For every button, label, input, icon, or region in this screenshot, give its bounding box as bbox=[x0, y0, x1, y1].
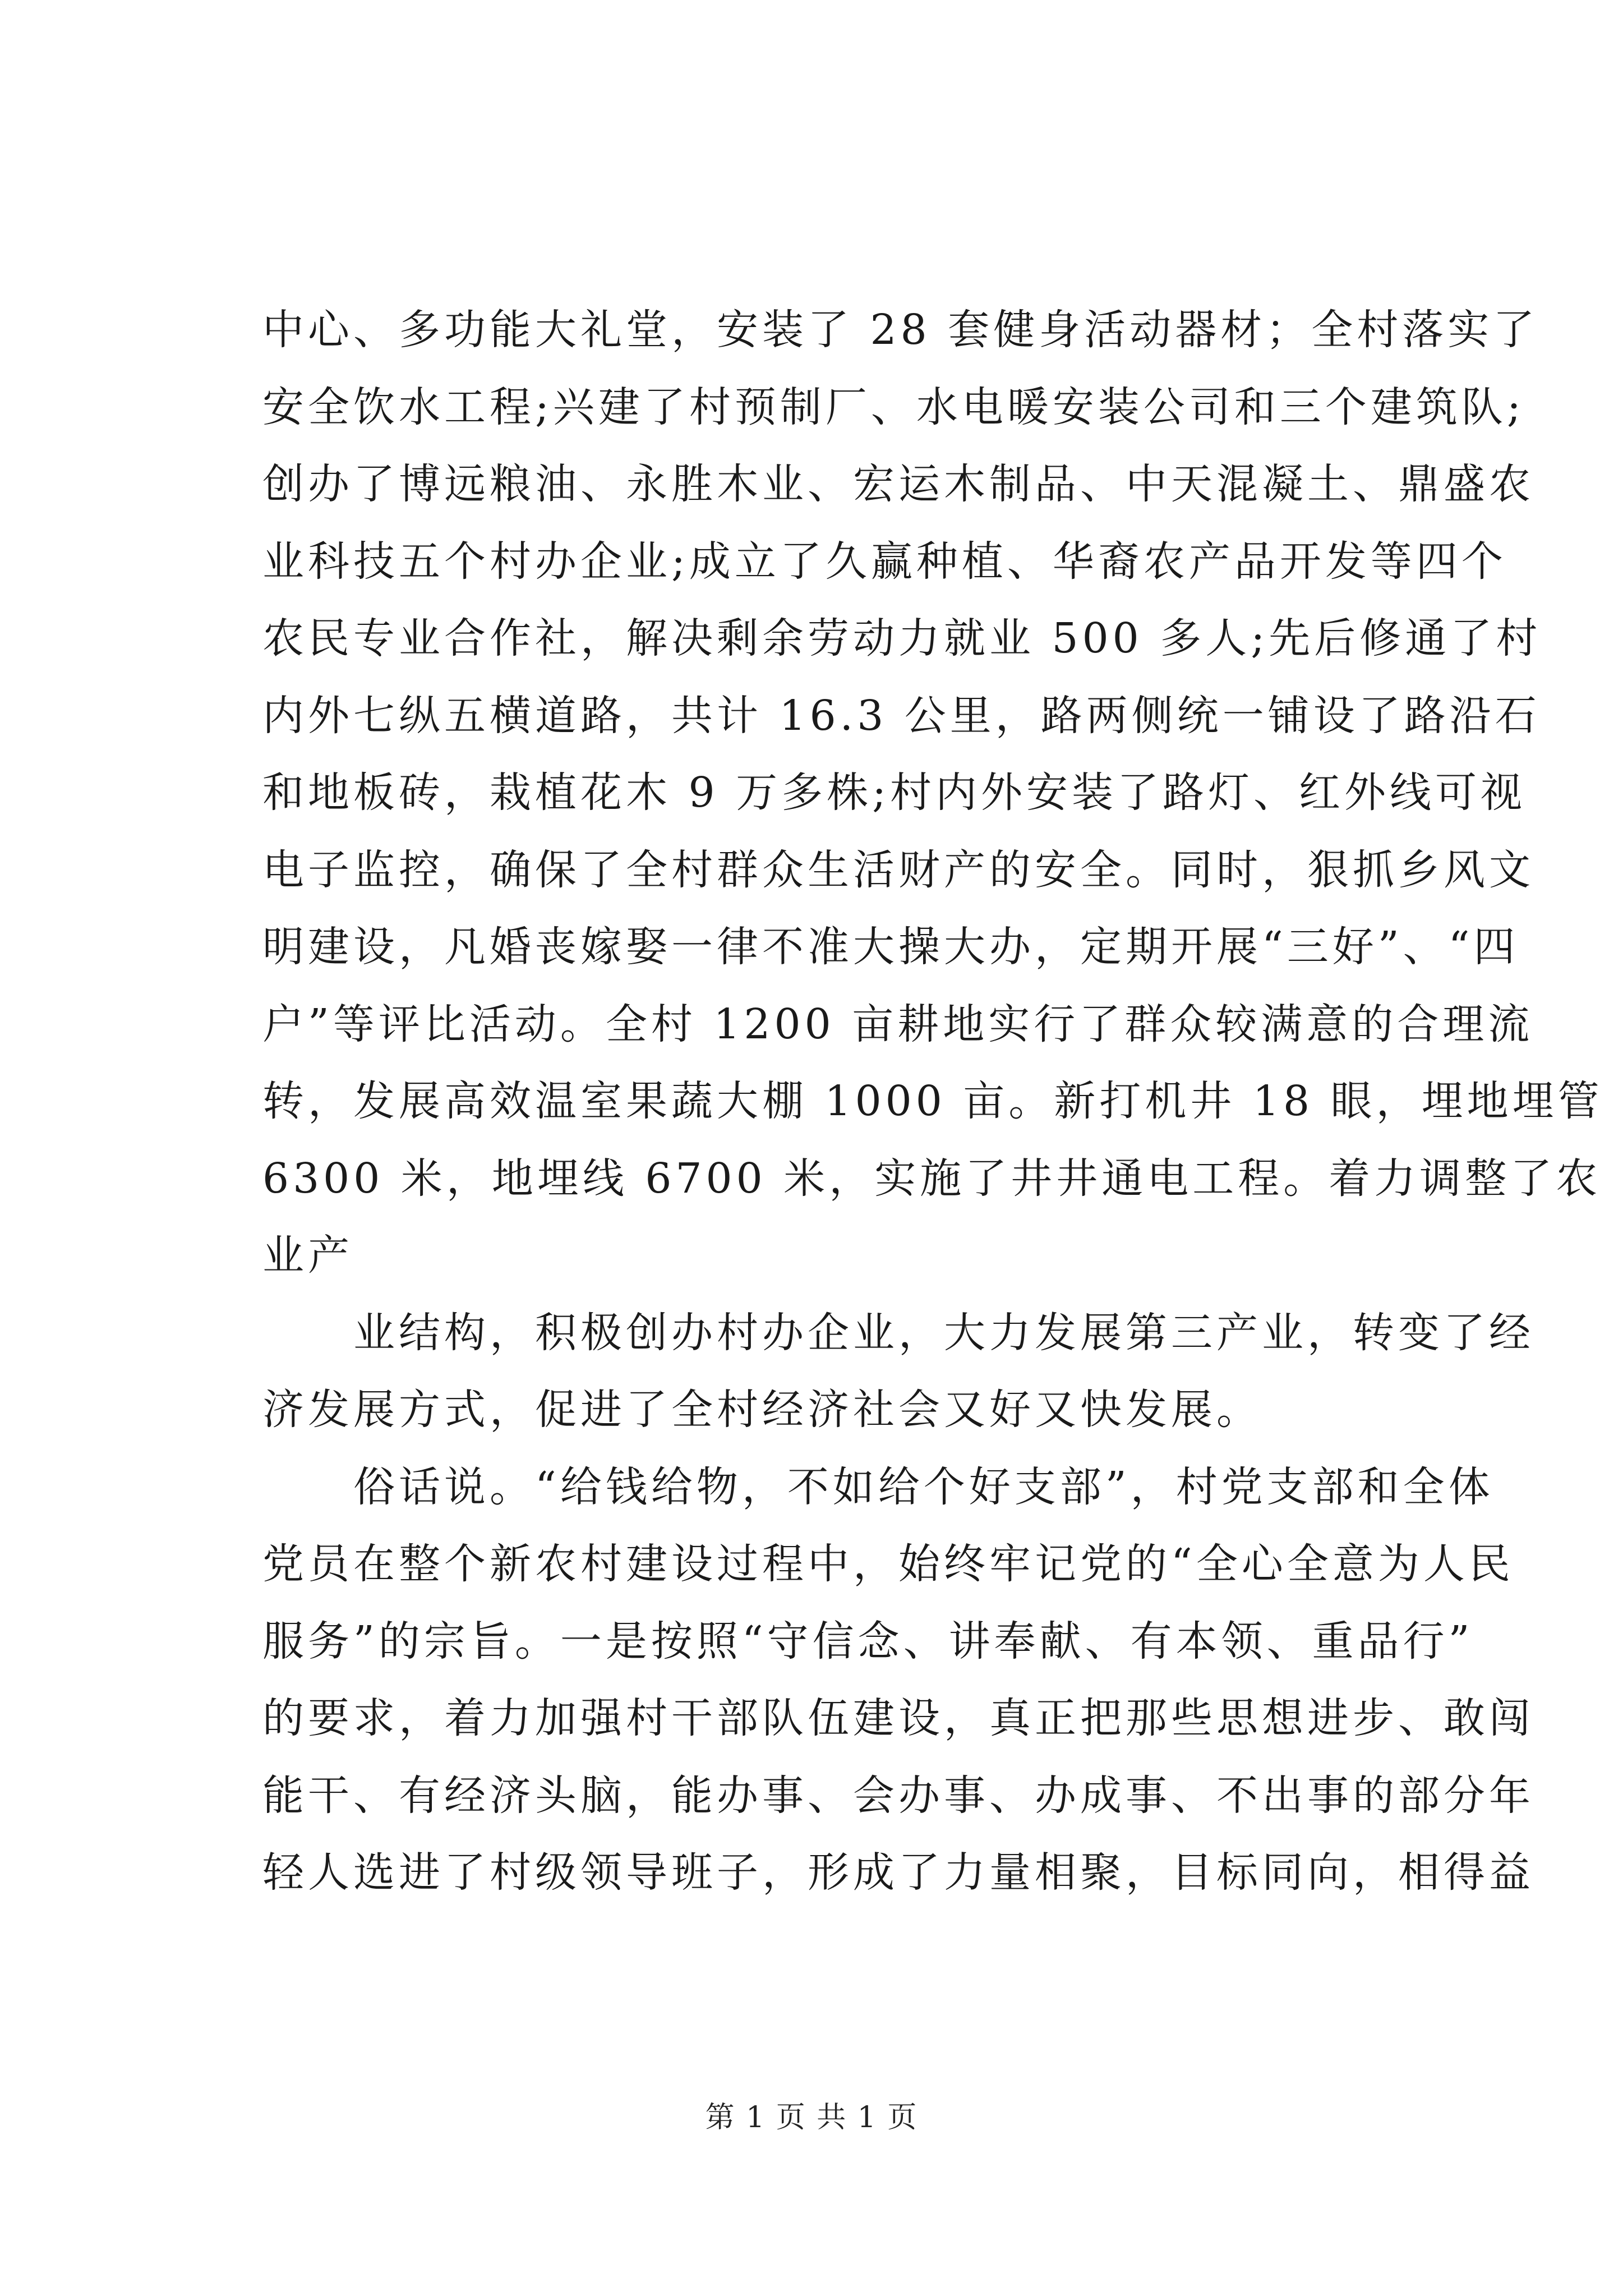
text-line: 业产 bbox=[262, 1231, 353, 1280]
text-line: 服务”的宗旨。一是按照“守信念、讲奉献、有本领、重品行” bbox=[262, 1617, 1474, 1665]
text-line: 业科技五个村办企业;成立了久赢种植、华裔农产品开发等四个 bbox=[262, 537, 1507, 586]
text-line: 中心、多功能大礼堂，安装了 28 套健身活动器材；全村落实了 bbox=[262, 306, 1539, 354]
text-line: 创办了博远粮油、永胜木业、宏运木制品、中天混凝土、鼎盛农 bbox=[262, 460, 1534, 508]
text-line: 6300 米，地埋线 6700 米，实施了井井通电工程。着力调整了农 bbox=[262, 1154, 1602, 1203]
text-line: 轻人选进了村级领导班子，形成了力量相聚，目标同向，相得益 bbox=[262, 1848, 1534, 1897]
text-line: 转，发展高效温室果蔬大棚 1000 亩。新打机井 18 眼，埋地埋管 bbox=[262, 1077, 1603, 1125]
text-line: 和地板砖，栽植花木 9 万多株;村内外安装了路灯、红外线可视 bbox=[262, 769, 1527, 817]
text-line: 内外七纵五横道路，共计 16.3 公里，路两侧统一铺设了路沿石 bbox=[262, 691, 1541, 740]
document-body bbox=[262, 292, 1603, 1912]
text-line: 能干、有经济头脑，能办事、会办事、办成事、不出事的部分年 bbox=[262, 1771, 1534, 1820]
text-line: 明建设，凡婚丧嫁娶一律不准大操大办，定期开展“三好”、“四 bbox=[262, 923, 1519, 971]
text-line: 的要求，着力加强村干部队伍建设，真正把那些思想进步、敢闯 bbox=[262, 1694, 1534, 1742]
text-line: 农民专业合作社，解决剩余劳动力就业 500 多人;先后修通了村 bbox=[262, 614, 1542, 662]
text-line: 济发展方式，促进了全村经济社会又好又快发展。 bbox=[262, 1386, 1262, 1434]
text-line: 俗话说。“给钱给物，不如给个好支部”，村党支部和全体 bbox=[262, 1462, 1494, 1511]
text-line: 电子监控，确保了全村群众生活财产的安全。同时，狠抓乡风文 bbox=[262, 845, 1534, 894]
text-line: 党员在整个新农村建设过程中，始终牢记党的“全心全意为人民 bbox=[262, 1540, 1514, 1588]
text-line: 安全饮水工程;兴建了村预制厂、水电暖安装公司和三个建筑队; bbox=[262, 383, 1525, 431]
page-number-footer: 第 1 页 共 1 页 bbox=[705, 2101, 918, 2134]
text-line: 户”等评比活动。全村 1200 亩耕地实行了群众较满意的合理流 bbox=[262, 1000, 1534, 1048]
text-line: 业结构，积极创办村办企业，大力发展第三产业，转变了经 bbox=[262, 1308, 1534, 1357]
